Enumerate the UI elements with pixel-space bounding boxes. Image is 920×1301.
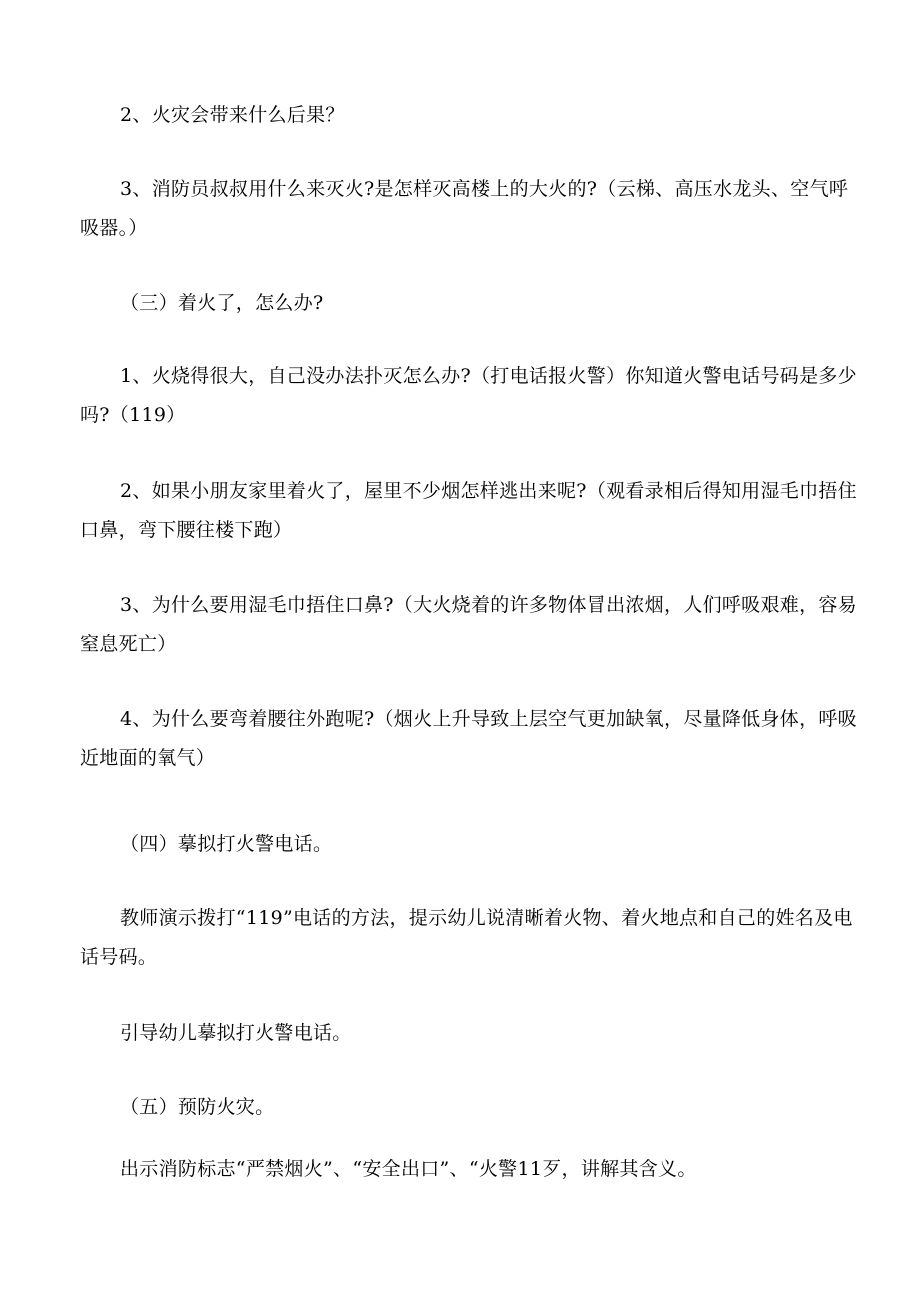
paragraph-7: 教师演示拨打“119”电话的方法，提示幼儿说清晰着火物、着火地点和自己的姓名及电话号码。 — [80, 907, 853, 968]
section-heading-5: （五）预防火灾。 — [120, 1096, 275, 1118]
paragraph-9: 出示消防标志“严禁烟火”、“安全出口”、“火警11歹，讲解其含义。 — [120, 1158, 697, 1180]
paragraph-3: 1、火烧得很大，自己没办法扑灭怎么办?（打电话报火警）你知道火警电话号码是多少吗?（119） — [80, 365, 857, 426]
paragraph-6: 4、为什么要弯着腰往外跑呢?（烟火上升导致上层空气更加缺氧，尽量降低身体，呼吸近地面的氧气） — [80, 708, 857, 769]
paragraph-5: 3、为什么要用湿毛巾捂住口鼻?（大火烧着的许多物体冒出浓烟，人们呼吸艰难，容易窒息死亡） — [80, 594, 857, 655]
paragraph-1: 2、火灾会带来什么后果？ — [120, 104, 345, 126]
paragraph-8: 引导幼儿摹拟打火警电话。 — [120, 1022, 352, 1044]
paragraph-4: 2、如果小朋友家里着火了，屋里不少烟怎样逃出来呢?（观看录相后得知用湿毛巾捂住口鼻，弯下腰往楼下跑） — [80, 480, 857, 541]
paragraph-2: 3、消防员叔叔用什么来灭火?是怎样灭高楼上的大火的?（云梯、高压水龙头、空气呼吸器。） — [80, 178, 849, 239]
section-heading-4: （四）摹拟打火警电话。 — [120, 833, 333, 855]
section-heading-3: （三）着火了，怎么办? — [120, 292, 324, 314]
